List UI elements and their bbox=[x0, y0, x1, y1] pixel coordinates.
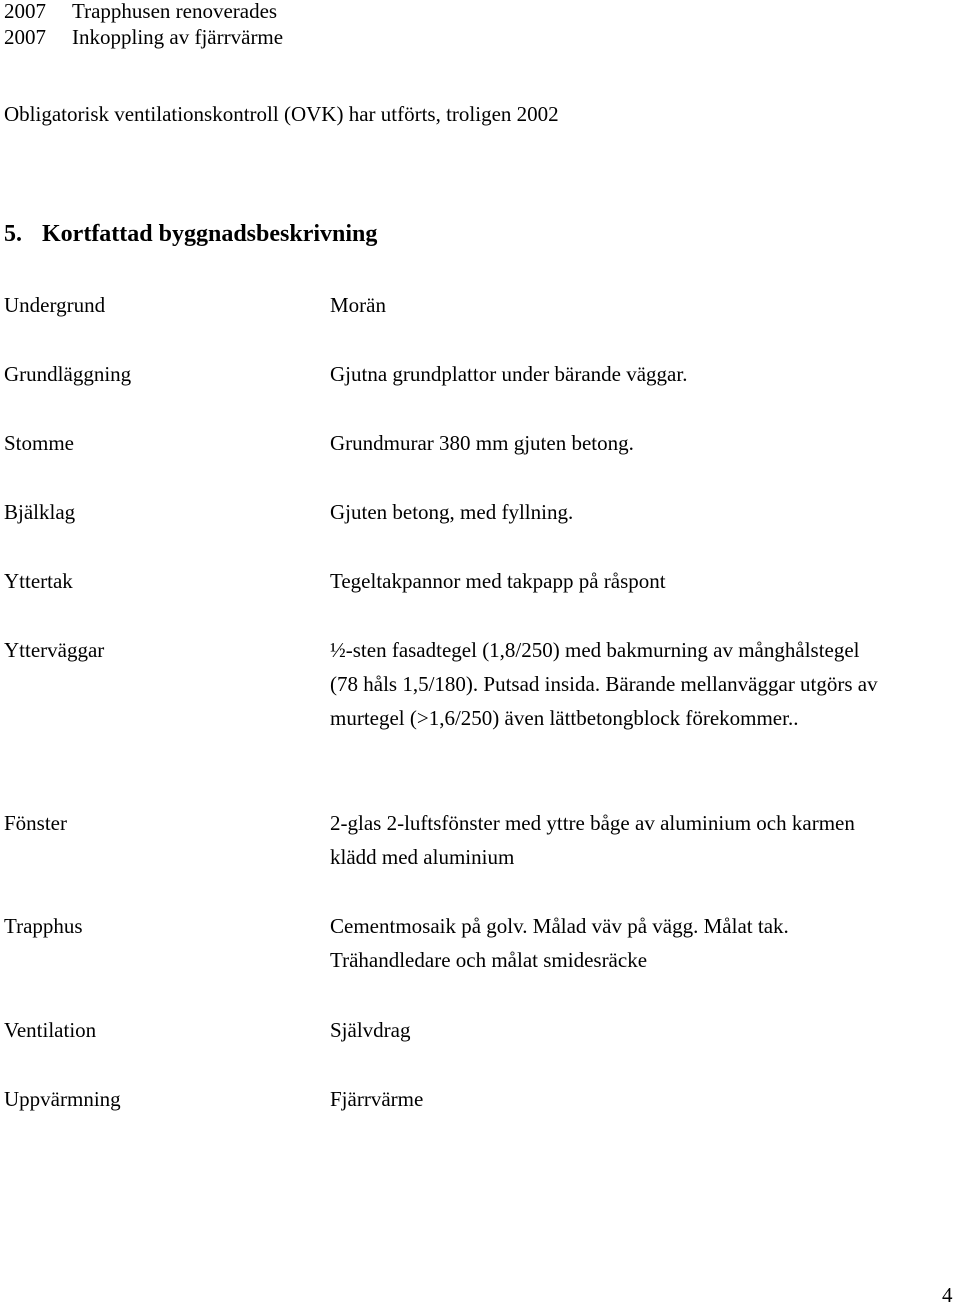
spec-value-line: Cementmosaik på golv. Målad väv på vägg. Målat tak. bbox=[330, 914, 789, 938]
spec-value-line: ½-sten fasadtegel (1,8/250) med bakmurning av månghålstegel bbox=[330, 638, 860, 662]
spec-value bbox=[330, 633, 930, 735]
spec-label: Uppvärmning bbox=[4, 1087, 121, 1111]
page-number: 4 bbox=[942, 1283, 953, 1307]
spec-value-line: Gjutna grundplattor under bärande väggar. bbox=[330, 362, 688, 386]
spec-label: Fönster bbox=[4, 811, 67, 835]
spec-value bbox=[330, 495, 930, 529]
spec-value bbox=[330, 426, 930, 460]
section-title: Kortfattad byggnadsbeskrivning bbox=[42, 221, 378, 247]
spec-value bbox=[330, 806, 930, 874]
spec-value bbox=[330, 564, 930, 598]
spec-value-line: Trähandledare och målat smidesräcke bbox=[330, 948, 648, 972]
history-year: 2007 bbox=[4, 25, 46, 49]
history-year: 2007 bbox=[4, 0, 46, 23]
spec-value-line: Självdrag bbox=[330, 1018, 411, 1042]
spec-value-line: Gjuten betong, med fyllning. bbox=[330, 500, 574, 524]
history-list bbox=[4, 0, 284, 49]
spec-value-line: murtegel (>1,6/250) även lättbetongblock förekommer.. bbox=[330, 706, 799, 730]
spec-value bbox=[330, 909, 930, 977]
spec-label: Grundläggning bbox=[4, 362, 132, 386]
spec-value-line: 2-glas 2-luftsfönster med yttre båge av aluminium och karmen bbox=[330, 811, 855, 835]
section-number: 5. bbox=[4, 221, 22, 247]
spec-label: Bjälklag bbox=[4, 500, 76, 524]
spec-value-line: Fjärrvärme bbox=[330, 1087, 424, 1111]
spec-label: Trapphus bbox=[4, 914, 83, 938]
spec-value-line: Grundmurar 380 mm gjuten betong. bbox=[330, 431, 634, 455]
spec-label: Ytterväggar bbox=[4, 638, 105, 662]
history-text: Inkoppling av fjärrvärme bbox=[72, 25, 284, 49]
spec-value bbox=[330, 1082, 930, 1116]
history-item bbox=[4, 20, 284, 49]
spec-value bbox=[330, 1013, 930, 1047]
spec-value-line: Morän bbox=[330, 293, 386, 317]
spec-label: Undergrund bbox=[4, 293, 106, 317]
spec-value-line: klädd med aluminium bbox=[330, 845, 515, 869]
spec-value bbox=[330, 288, 930, 322]
section-heading bbox=[4, 217, 377, 251]
ovk-note: Obligatorisk ventilationskontroll (OVK) har utförts, troligen 2002 bbox=[4, 102, 559, 126]
spec-value-line: Tegeltakpannor med takpapp på råspont bbox=[330, 569, 666, 593]
history-text: Trapphusen renoverades bbox=[72, 0, 278, 23]
history-item bbox=[4, 0, 283, 23]
spec-label: Stomme bbox=[4, 431, 75, 455]
spec-label: Yttertak bbox=[4, 569, 73, 593]
spec-label: Ventilation bbox=[4, 1018, 97, 1042]
spec-value-line: (78 håls 1,5/180). Putsad insida. Bärande mellanväggar utgörs av bbox=[330, 672, 878, 696]
spec-value bbox=[330, 357, 930, 391]
